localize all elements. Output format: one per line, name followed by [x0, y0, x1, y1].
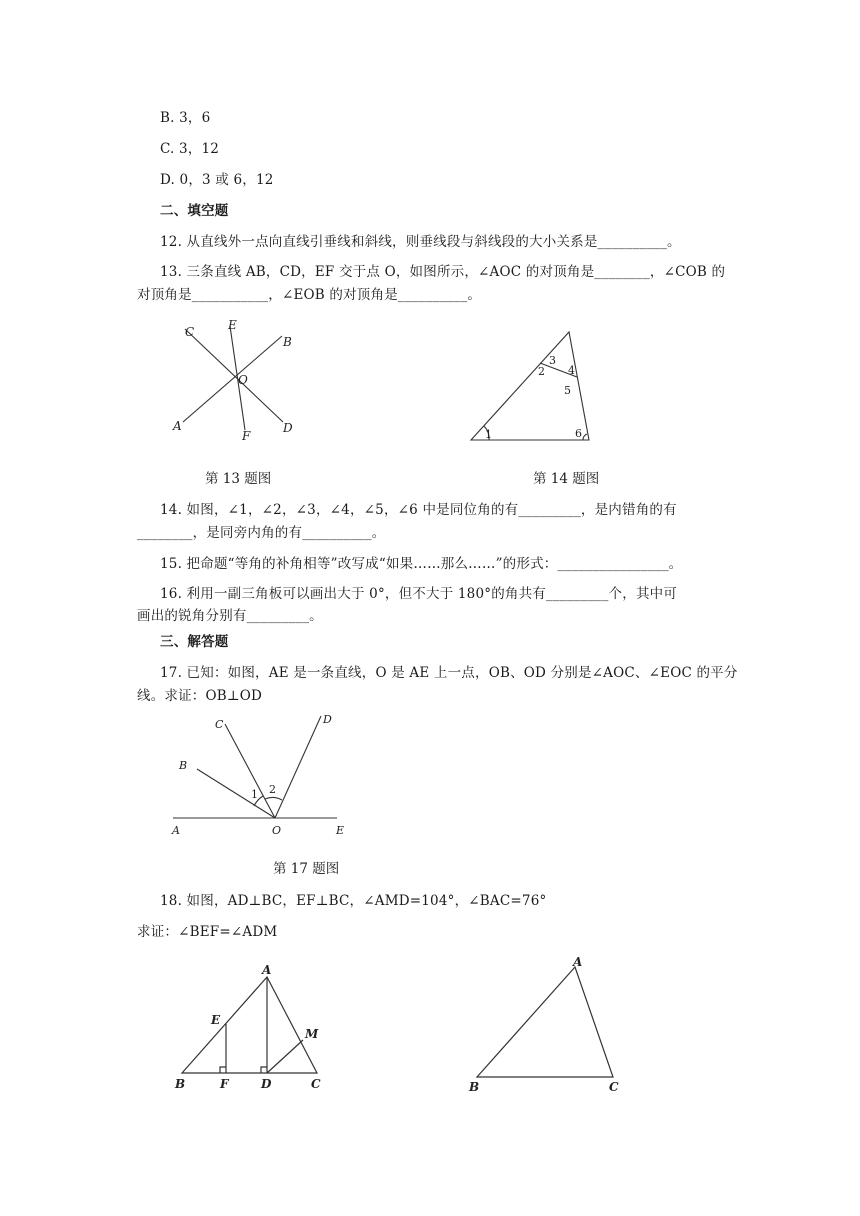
question-17-line2: 线。求证：OB⊥OD	[137, 688, 263, 704]
angle-4-label: 4	[568, 364, 575, 377]
question-14-line1: 14. 如图，∠1，∠2，∠3，∠4，∠5，∠6 中是同位角的有_________，是内错角的有	[160, 502, 677, 518]
label-o: O	[238, 373, 248, 387]
question-14-line2: ________，是同旁内角的有__________。	[137, 525, 386, 541]
question-18-line1: 18. 如图，AD⊥BC，EF⊥BC，∠AMD=104°，∠BAC=76°	[160, 893, 547, 909]
label-a: A	[173, 419, 182, 433]
question-16-line1: 16. 利用一副三角板可以画出大于 0°，但不大于 180°的角共有_________个，其中可	[160, 586, 678, 602]
question-15: 15. 把命题“等角的补角相等”改写成“如果……那么……”的形式：________________。	[160, 556, 683, 572]
figure-14-caption: 第 14 题图	[533, 471, 600, 487]
angle-2-label: 2	[538, 365, 545, 378]
angle-1-label: 1	[251, 788, 258, 801]
label-b: B	[469, 1080, 480, 1094]
label-d: D	[283, 421, 293, 435]
question-13-line2: 对顶角是___________，∠EOB 的对顶角是__________。	[137, 287, 482, 303]
figure-17-caption: 第 17 题图	[273, 861, 340, 877]
label-e: E	[228, 318, 237, 332]
angle-6-label: 6	[575, 427, 582, 440]
figure-18-left	[165, 960, 345, 1095]
option-d: D. 0，3 或 6，12	[160, 172, 274, 188]
label-f: F	[242, 429, 251, 443]
label-o: O	[272, 824, 282, 837]
question-12: 12. 从直线外一点向直线引垂线和斜线，则垂线段与斜线段的大小关系是__________。	[160, 234, 681, 250]
label-c: C	[215, 718, 224, 731]
figure-14	[465, 322, 600, 452]
question-16-line2: 画出的锐角分别有_________。	[137, 608, 323, 624]
label-b: B	[175, 1077, 186, 1091]
label-c: C	[185, 325, 195, 339]
section-heading-solve: 三、解答题	[160, 634, 229, 650]
option-b: B. 3，6	[160, 110, 211, 126]
angle-2-label: 2	[269, 783, 276, 796]
label-a: A	[262, 963, 272, 977]
label-f: F	[220, 1077, 229, 1091]
angle-3-label: 3	[549, 354, 556, 367]
label-d: D	[261, 1077, 272, 1091]
label-m: M	[305, 1027, 319, 1041]
line-ab	[183, 336, 282, 422]
question-13-line1: 13. 三条直线 AB，CD，EF 交于点 O，如图所示，∠AOC 的对顶角是________，∠COB 的	[160, 264, 726, 280]
figure-13-caption: 第 13 题图	[205, 471, 272, 487]
label-a: A	[573, 955, 583, 969]
label-c: C	[311, 1077, 321, 1091]
label-c: C	[609, 1080, 619, 1094]
label-e: E	[336, 824, 345, 837]
question-17-line1: 17. 已知：如图，AE 是一条直线，O 是 AE 上一点，OB、OD 分别是∠AOC、∠EOC 的平分	[160, 665, 738, 681]
label-a: A	[172, 824, 180, 837]
label-d: D	[323, 713, 332, 726]
label-b: B	[283, 335, 292, 349]
figure-13	[165, 312, 315, 447]
option-c: C. 3，12	[160, 141, 220, 157]
label-e: E	[211, 1013, 221, 1027]
angle-5-label: 5	[564, 384, 571, 397]
section-heading-fill-blank: 二、填空题	[160, 203, 229, 219]
question-18-line2: 求证：∠BEF=∠ADM	[137, 924, 278, 940]
figure-17	[165, 708, 360, 838]
angle-1-label: 1	[485, 428, 492, 441]
figure-18-right	[465, 950, 635, 1095]
label-b: B	[179, 759, 188, 772]
